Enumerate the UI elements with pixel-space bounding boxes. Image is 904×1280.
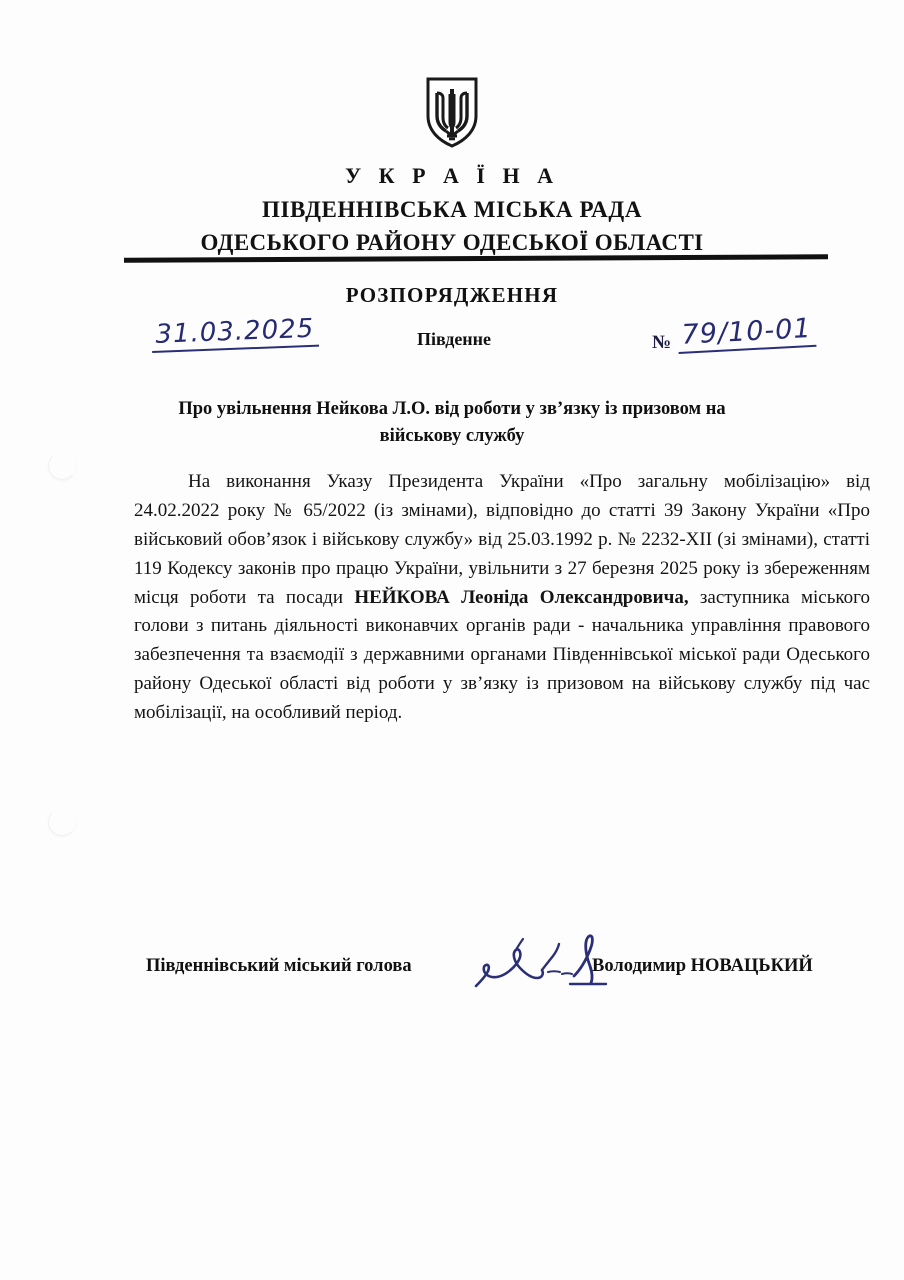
- body-tail: заступника міського голови з питань діяльності виконавчих органів ради - начальника управління правового забезпечення та взаємодії з державними органами Південнівської міської ради Одеського району Одеської області від роботи у зв’язку із призовом на військову службу під час мобілізації, на особливий період.: [134, 586, 870, 723]
- ukraine-coat-of-arms-tryzub-icon: [425, 76, 479, 148]
- place-label: Південне: [416, 329, 492, 349]
- document-subject: Про увільнення Нейкова Л.О. від роботи у зв’язку із призовом на військову службу: [178, 399, 726, 446]
- body-paragraph: [134, 468, 870, 728]
- signature-title: Південнівський міський голова: [146, 956, 412, 976]
- signature-block: [0, 952, 904, 1012]
- header-region: ОДЕСЬКОГО РАЙОНУ ОДЕСЬКОЇ ОБЛАСТІ: [200, 230, 704, 256]
- number-handwritten-value: 79/10-01: [677, 315, 816, 355]
- header-council: ПІВДЕННІВСЬКА МІСЬКА РАДА: [261, 196, 643, 222]
- hole-punch-mark: [48, 808, 76, 836]
- document-body: [134, 468, 870, 728]
- document-meta-row: [0, 312, 904, 374]
- number-field: [652, 312, 864, 354]
- handwritten-signature-icon: [470, 926, 610, 1002]
- hole-punch-mark: [48, 452, 76, 480]
- signature-name: Володимир НОВАЦЬКИЙ: [592, 956, 813, 976]
- organisation-header: [0, 162, 904, 258]
- body-person-name: НЕЙКОВА Леоніда Олександровича,: [354, 586, 689, 608]
- body-lead: На виконання Указу Президента України «Про загальну мобілізацію» від 24.02.2022 року № 65/2022 (із змінами), відповідно до статті 39 Закону України «Про військовий обов’язок і військову службу» від 25.03.1992 р. № 2232-XII (зі змінами), статті 119 Кодексу законів про працю України, увільнити з 27 березня 2025 року із збереженням місця роботи та посади: [134, 471, 870, 608]
- date-handwritten-value: 31.03.2025: [151, 316, 319, 354]
- header-country: У К Р А Ї Н А: [345, 163, 559, 188]
- number-sign-symbol: №: [652, 332, 672, 353]
- date-field: [136, 313, 332, 353]
- document-type-title: РОЗПОРЯДЖЕННЯ: [345, 283, 559, 307]
- emblem-container: [0, 76, 904, 148]
